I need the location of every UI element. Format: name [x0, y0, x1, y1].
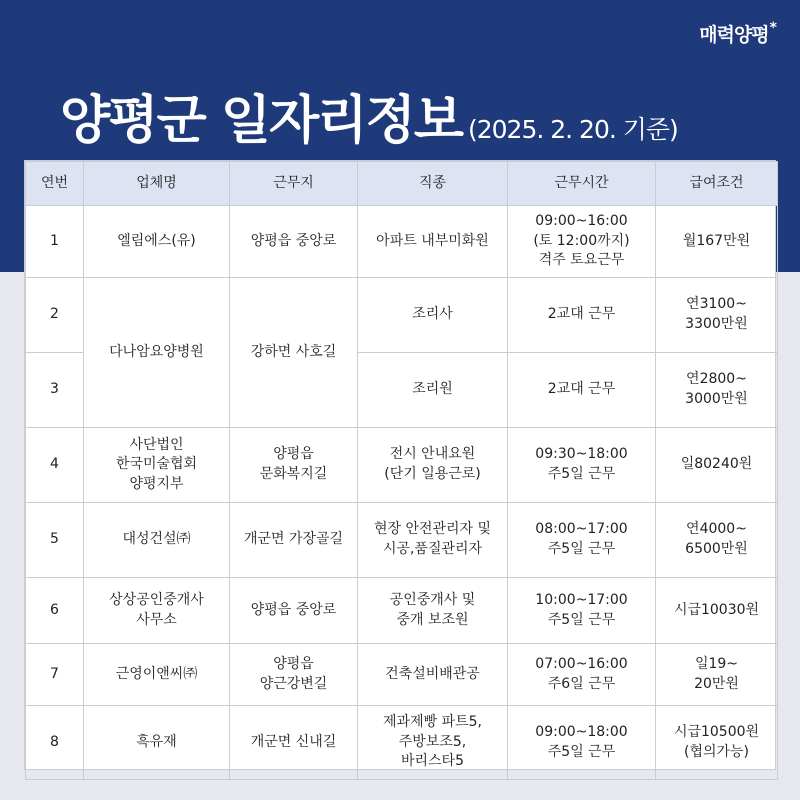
- cell-no: 8: [26, 706, 84, 780]
- cell-hours: 07:00~16:00 주6일 근무: [508, 644, 656, 706]
- header-pay: 급여조건: [656, 162, 778, 206]
- header-job: 직종: [358, 162, 508, 206]
- cell-job: 제과제빵 파트5, 주방보조5, 바리스타5: [358, 706, 508, 780]
- job-table: [25, 161, 778, 780]
- cell-job: 조리원: [358, 353, 508, 428]
- cell-pay: 연4000~ 6500만원: [656, 503, 778, 578]
- cell-pay: 시급10030원: [656, 578, 778, 644]
- cell-job: 건축설비배관공: [358, 644, 508, 706]
- cell-hours: 2교대 근무: [508, 353, 656, 428]
- cell-location: 개군면 신내길: [230, 706, 358, 780]
- table-row: [26, 706, 778, 780]
- cell-company: 엘림에스(유): [84, 206, 230, 278]
- cell-no: 3: [26, 353, 84, 428]
- cell-job: 아파트 내부미화원: [358, 206, 508, 278]
- table-row: [26, 578, 778, 644]
- cell-hours: 09:30~18:00 주5일 근무: [508, 428, 656, 503]
- cell-company: 대성건설㈜: [84, 503, 230, 578]
- cell-pay: 일80240원: [656, 428, 778, 503]
- table-header-row: [26, 162, 778, 206]
- cell-company: 근영이앤씨㈜: [84, 644, 230, 706]
- cell-company: 사단법인 한국미술협회 양평지부: [84, 428, 230, 503]
- cell-company: 상상공인중개사 사무소: [84, 578, 230, 644]
- cell-location: 양평읍 중앙로: [230, 578, 358, 644]
- cell-no: 1: [26, 206, 84, 278]
- cell-job: 공인중개사 및 중개 보조원: [358, 578, 508, 644]
- cell-pay: 일19~ 20만원: [656, 644, 778, 706]
- cell-no: 4: [26, 428, 84, 503]
- table-row: [26, 503, 778, 578]
- table-row: [26, 206, 778, 278]
- cell-hours: 09:00~18:00 주5일 근무: [508, 706, 656, 780]
- brand-logo: [699, 20, 776, 47]
- cell-location: 강하면 사호길: [230, 278, 358, 428]
- cell-location: 양평읍 양근강변길: [230, 644, 358, 706]
- cell-location: 개군면 가장골길: [230, 503, 358, 578]
- table-row: [26, 278, 778, 353]
- cell-pay: 월167만원: [656, 206, 778, 278]
- job-table-card: [24, 160, 776, 770]
- header-hours: 근무시간: [508, 162, 656, 206]
- cell-no: 2: [26, 278, 84, 353]
- cell-job: 현장 안전관리자 및 시공,품질관리자: [358, 503, 508, 578]
- page-title: [60, 78, 760, 153]
- brand-text: 매력양평: [699, 24, 769, 46]
- cell-hours: 10:00~17:00 주5일 근무: [508, 578, 656, 644]
- cell-company: 다나암요양병원: [84, 278, 230, 428]
- brand-star-icon: *: [769, 20, 776, 36]
- cell-hours: 08:00~17:00 주5일 근무: [508, 503, 656, 578]
- cell-pay: 시급10500원 (협의가능): [656, 706, 778, 780]
- header-location: 근무지: [230, 162, 358, 206]
- cell-no: 6: [26, 578, 84, 644]
- cell-job: 전시 안내요원 (단기 일용근로): [358, 428, 508, 503]
- table-row: [26, 428, 778, 503]
- cell-no: 5: [26, 503, 84, 578]
- cell-pay: 연2800~ 3000만원: [656, 353, 778, 428]
- title-date: (2025. 2. 20. 기준): [467, 115, 678, 144]
- table-row: [26, 644, 778, 706]
- cell-job: 조리사: [358, 278, 508, 353]
- cell-pay: 연3100~ 3300만원: [656, 278, 778, 353]
- title-main: 양평군 일자리정보: [60, 91, 462, 151]
- cell-location: 양평읍 중앙로: [230, 206, 358, 278]
- header-no: 연번: [26, 162, 84, 206]
- cell-hours: 2교대 근무: [508, 278, 656, 353]
- cell-no: 7: [26, 644, 84, 706]
- cell-hours: 09:00~16:00 (토 12:00까지) 격주 토요근무: [508, 206, 656, 278]
- cell-company: 흑유재: [84, 706, 230, 780]
- header-company: 업체명: [84, 162, 230, 206]
- cell-location: 양평읍 문화복지길: [230, 428, 358, 503]
